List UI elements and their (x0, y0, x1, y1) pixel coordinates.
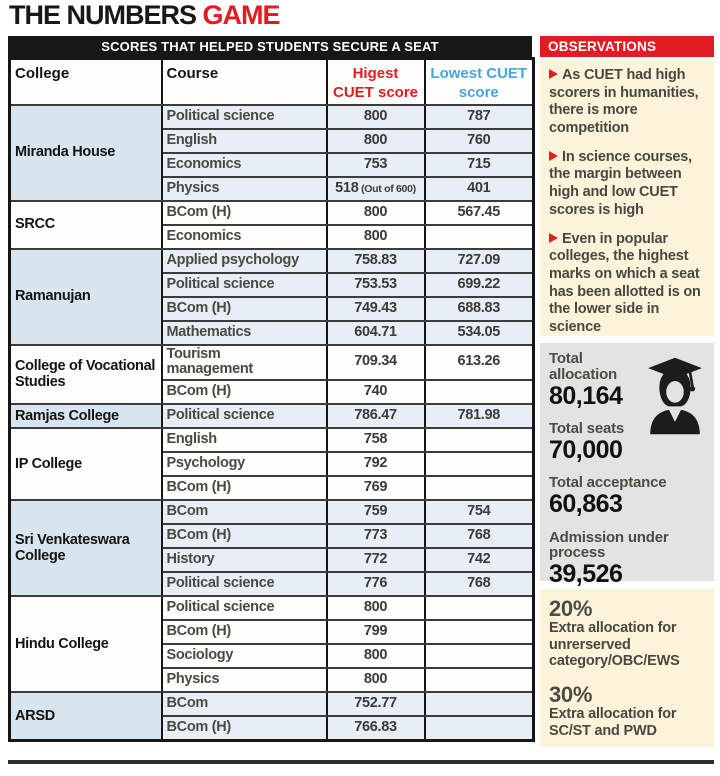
college-name: ARSD (10, 692, 162, 740)
table-row (10, 596, 534, 620)
lowest-score (425, 716, 534, 740)
highest-score: 800 (327, 201, 425, 225)
table-banner: SCORES THAT HELPED STUDENTS SECURE A SEAT (8, 36, 532, 57)
lowest-score: 760 (425, 129, 534, 153)
highest-score: 740 (327, 380, 425, 404)
lowest-score: 768 (425, 572, 534, 596)
lowest-score: 768 (425, 524, 534, 548)
highest-score: 800 (327, 105, 425, 129)
scores-table (8, 57, 535, 742)
observations-sidebar (540, 36, 714, 747)
course-name: Political science (162, 572, 327, 596)
stat-value: 80,164 (549, 381, 623, 410)
stat-item (549, 475, 708, 518)
table-row (10, 404, 534, 428)
header-lowest-score: Lowest CUET score (425, 59, 534, 105)
course-name: Applied psychology (162, 249, 327, 273)
lowest-score (425, 596, 534, 620)
table-row (10, 428, 534, 452)
lowest-score (425, 692, 534, 716)
page-title (9, 0, 280, 31)
course-name: BCom (H) (162, 716, 327, 740)
highest-score: 800 (327, 225, 425, 249)
highest-score: 758.83 (327, 249, 425, 273)
course-name: Political science (162, 596, 327, 620)
highest-score: 749.43 (327, 297, 425, 321)
lowest-score: 727.09 (425, 249, 534, 273)
course-name: BCom (162, 500, 327, 524)
lowest-score: 781.98 (425, 404, 534, 428)
highest-score: 776 (327, 572, 425, 596)
college-name: Ramjas College (10, 404, 162, 428)
highest-score: 709.34 (327, 345, 425, 381)
course-name: Mathematics (162, 321, 327, 345)
lowest-score: 787 (425, 105, 534, 129)
course-name: BCom (H) (162, 380, 327, 404)
stats-box (540, 343, 714, 588)
college-name: College of Vocational Studies (10, 345, 162, 405)
stat-label: Total allocation (549, 350, 618, 383)
course-name: Sociology (162, 644, 327, 668)
allocation-text: Extra allocation for unrerserved category/OBC/EWS (549, 620, 680, 670)
course-name: Physics (162, 668, 327, 692)
arrow-bullet-icon (549, 233, 558, 243)
stat-value: 60,863 (549, 490, 623, 518)
course-name: History (162, 548, 327, 572)
header-college: College (10, 59, 162, 105)
course-name: BCom (H) (162, 201, 327, 225)
lowest-score (425, 225, 534, 249)
page-title-red: GAME (202, 0, 280, 30)
highest-score: 799 (327, 620, 425, 644)
table-row (10, 345, 534, 381)
lowest-score: 699.22 (425, 273, 534, 297)
course-name: Physics (162, 177, 327, 201)
course-name: BCom (H) (162, 297, 327, 321)
course-name: Economics (162, 153, 327, 177)
highest-score: 759 (327, 500, 425, 524)
college-name: IP College (10, 428, 162, 500)
score-note: (Out of 600) (358, 182, 416, 195)
table-header-row (10, 59, 534, 105)
highest-score: 753.53 (327, 273, 425, 297)
highest-score: 766.83 (327, 716, 425, 740)
allocation-percent: 30% (549, 682, 593, 708)
course-name: Psychology (162, 452, 327, 476)
table-row (10, 500, 534, 524)
stat-label: Total acceptance (549, 474, 667, 492)
college-name: Miranda House (10, 105, 162, 201)
allocation-item (549, 683, 708, 739)
highest-score: 773 (327, 524, 425, 548)
course-name: Economics (162, 225, 327, 249)
table-row (10, 105, 534, 129)
course-name: Tourism management (162, 345, 327, 381)
lowest-score: 567.45 (425, 201, 534, 225)
highest-score: 800 (327, 644, 425, 668)
stat-item (549, 530, 708, 589)
allocation-text: Extra allocation for SC/ST and PWD (549, 706, 677, 739)
stat-label: Total seats (549, 420, 625, 437)
observation-bullet: Even in popular colleges, the highest marks on which a seat has been allotted is on the lower side in science (549, 230, 701, 335)
observations-header: OBSERVATIONS (540, 36, 714, 57)
highest-score: 800 (327, 129, 425, 153)
table-row (10, 692, 534, 716)
lowest-score (425, 476, 534, 500)
bottom-rule (8, 760, 714, 764)
college-name: SRCC (10, 201, 162, 249)
header-highest-score: Higest CUET score (327, 59, 425, 105)
allocation-percent: 20% (549, 596, 593, 621)
highest-score: 753 (327, 153, 425, 177)
observations-box (540, 60, 714, 336)
highest-score: 518 (Out of 600) (327, 177, 425, 201)
highest-score: 604.71 (327, 321, 425, 345)
lowest-score (425, 620, 534, 644)
observation-bullet: As CUET had high scorers in humanities, there is more competition (549, 67, 699, 137)
lowest-score: 401 (425, 177, 534, 201)
stat-value: 39,526 (549, 560, 623, 588)
lowest-score (425, 428, 534, 452)
observation-bullet: In science courses, the margin between high and low CUET scores is high (549, 148, 692, 218)
allocation-item (549, 597, 708, 670)
highest-score: 772 (327, 548, 425, 572)
course-name: English (162, 129, 327, 153)
scores-table-body (10, 105, 534, 741)
course-name: Political science (162, 105, 327, 129)
lowest-score: 688.83 (425, 297, 534, 321)
highest-score: 752.77 (327, 692, 425, 716)
header-course: Course (162, 59, 327, 105)
highest-score: 792 (327, 452, 425, 476)
stat-value: 70,000 (549, 435, 623, 464)
lowest-score (425, 644, 534, 668)
highest-score: 769 (327, 476, 425, 500)
course-name: BCom (H) (162, 620, 327, 644)
course-name: BCom (162, 692, 327, 716)
college-name: Hindu College (10, 596, 162, 692)
table-row (10, 201, 534, 225)
page-title-black: THE NUMBERS (9, 0, 197, 30)
highest-score: 758 (327, 428, 425, 452)
course-name: Political science (162, 404, 327, 428)
table-row (10, 249, 534, 273)
course-name: BCom (H) (162, 524, 327, 548)
course-name: BCom (H) (162, 476, 327, 500)
college-name: Sri Venkateswara College (10, 500, 162, 596)
allocations-box (540, 589, 714, 747)
stat-label: Admission under process (549, 528, 669, 562)
arrow-bullet-icon (549, 69, 558, 79)
lowest-score (425, 380, 534, 404)
lowest-score: 534.05 (425, 321, 534, 345)
course-name: Political science (162, 273, 327, 297)
course-name: English (162, 428, 327, 452)
graduate-student-icon (644, 355, 706, 437)
lowest-score: 742 (425, 548, 534, 572)
lowest-score (425, 668, 534, 692)
college-name: Ramanujan (10, 249, 162, 345)
lowest-score: 715 (425, 153, 534, 177)
lowest-score: 754 (425, 500, 534, 524)
lowest-score (425, 452, 534, 476)
highest-score: 800 (327, 668, 425, 692)
highest-score: 800 (327, 596, 425, 620)
highest-score: 786.47 (327, 404, 425, 428)
lowest-score: 613.26 (425, 345, 534, 381)
arrow-bullet-icon (549, 151, 558, 161)
